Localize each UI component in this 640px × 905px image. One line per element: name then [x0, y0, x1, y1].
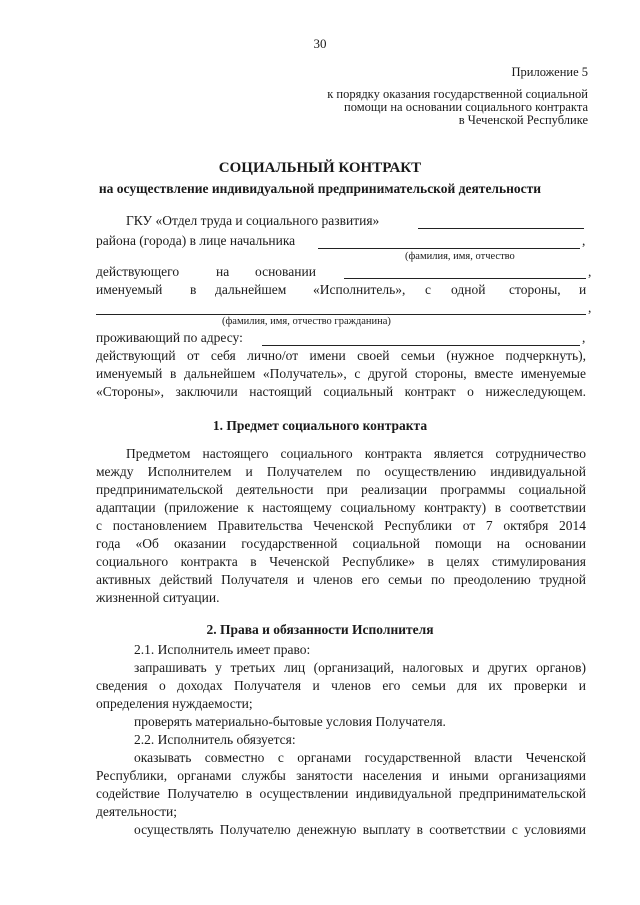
blank-line [418, 228, 584, 229]
section2-heading: 2. Права и обязанности Исполнителя [206, 622, 434, 637]
document-subtitle: на осуществление индивидуальной предпринимательской деятельности [98, 181, 542, 196]
page-number: 30 [313, 36, 327, 51]
named-word: с [425, 282, 431, 297]
blank-line [262, 345, 580, 346]
blank-line [318, 248, 580, 249]
preamble-line: именуемый в дальнейшем «Получатель», с другой стороны, вместе именуемые [96, 366, 586, 381]
clause-text: запрашивать у третьих лиц (организаций, налоговых и других органов) [134, 660, 586, 675]
document-title: СОЦИАЛЬНЫЙ КОНТРАКТ [218, 160, 422, 176]
hint-fio: (фамилия, имя, отчество [405, 251, 515, 262]
named-word: именуемый [96, 282, 163, 297]
section1-line: активных действий Получателя и членов его семьи по преодолению трудной [96, 572, 586, 587]
residing-text: проживающий по адресу: [96, 330, 243, 345]
clause-text: сведения о доходах Получателя и членов его семьи для их проверки и [96, 678, 586, 693]
clause-text: определения нуждаемости; [96, 696, 253, 711]
section1-line: с постановлением Правительства Чеченской Республики от 7 октября 2014 [96, 518, 586, 533]
section1-heading: 1. Предмет социального контракта [212, 418, 428, 433]
hint-fio-citizen: (фамилия, имя, отчество гражданина) [222, 316, 391, 327]
clause-text: содействие Получателю в осуществлении индивидуальной предпринимательской [96, 786, 586, 801]
appendix-line: к порядку оказания государственной социальной [327, 87, 588, 101]
appendix-line: в Чеченской Республике [458, 113, 588, 127]
clause-text: осуществлять Получателю денежную выплату в соответствии с условиями [134, 822, 586, 837]
named-word: дальнейшем [215, 282, 287, 297]
comma: , [588, 300, 592, 315]
gku-text: ГКУ «Отдел труда и социального развития» [126, 213, 380, 228]
acting-word: на [216, 264, 230, 279]
section1-line: Предметом настоящего социального контракта является сотрудничество [126, 446, 586, 461]
acting-word: действующего [96, 264, 180, 279]
clause-2-2: 2.2. Исполнитель обязуется: [134, 732, 296, 747]
preamble-line: «Стороны», заключили настоящий социальный контракт о нижеследующем. [96, 384, 586, 399]
clause-text: Республики, органами службы занятости населения и иными организациями [96, 768, 586, 783]
section1-line: жизненной ситуации. [96, 590, 220, 605]
blank-line [96, 314, 586, 315]
preamble-line: действующий от себя лично/от имени своей семьи (нужное подчеркнуть), [96, 348, 586, 363]
section1-line: предпринимательской деятельности при реализации программы социальной [96, 482, 586, 497]
appendix-line: помощи на основании социального контракта [344, 100, 588, 114]
named-word: «Исполнитель», [313, 282, 406, 297]
clause-text: оказывать совместно с органами государственной власти Чеченской [134, 750, 586, 765]
comma: , [582, 330, 586, 345]
appendix-label: Приложение 5 [511, 65, 588, 79]
clause-text: проверять материально-бытовые условия Получателя. [134, 714, 446, 729]
clause-text: деятельности; [96, 804, 178, 819]
acting-word: основании [255, 264, 316, 279]
named-word: одной [451, 282, 486, 297]
named-word: стороны, [509, 282, 561, 297]
section1-line: между Исполнителем и Получателем по осуществлению индивидуальной [96, 464, 586, 479]
section1-line: социального контракта в Чеченской Республике» в целях стимулирования [96, 554, 586, 569]
comma: , [588, 264, 592, 279]
comma: , [582, 233, 586, 248]
named-word: в [190, 282, 197, 297]
section1-line: адаптации (приложение к настоящему социальному контракту) в соответствии [96, 500, 586, 515]
named-word: и [579, 282, 587, 297]
rayon-text: района (города) в лице начальника [96, 233, 296, 248]
blank-line [344, 278, 586, 279]
clause-2-1: 2.1. Исполнитель имеет право: [134, 642, 311, 657]
section1-line: года «Об оказании государственной социальной помощи на основании [96, 536, 586, 551]
